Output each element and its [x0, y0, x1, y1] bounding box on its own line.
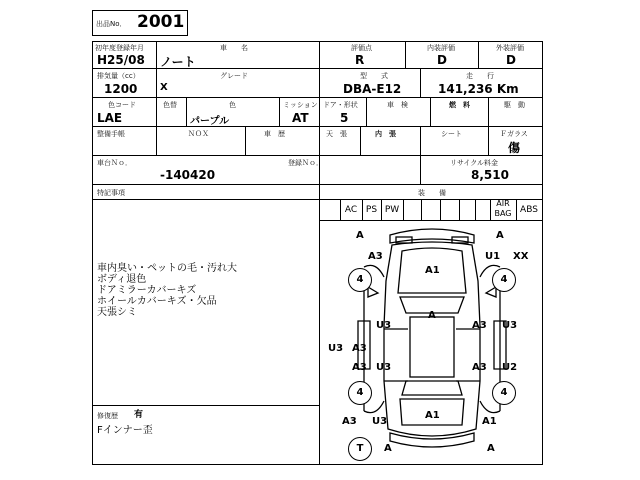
damage-mark: XX [513, 251, 529, 262]
equipment-abs: ABS [520, 205, 538, 215]
score-label: 評価点 [351, 44, 372, 52]
doors-label: ドア・形状 [323, 101, 358, 109]
mileage-value: 141,236 Km [438, 82, 519, 96]
listing-number: 2001 [137, 12, 185, 32]
exterior-score-value: D [506, 53, 516, 67]
repair-history-value: 有 [134, 410, 144, 420]
grid-line [366, 97, 367, 126]
score-value: R [355, 53, 365, 67]
tire-front-left: 4 [348, 268, 372, 292]
equipment-pw: PW [384, 205, 400, 215]
front-glass-label: Ｆガラス [500, 130, 528, 138]
damage-mark: A3 [472, 320, 487, 331]
damage-mark: A1 [482, 416, 497, 427]
doors-value: 5 [340, 111, 349, 125]
grid-line [92, 184, 543, 185]
car-name-label: 車 名 [220, 44, 248, 52]
grid-line [405, 41, 406, 68]
damage-mark: U3 [372, 416, 388, 427]
displacement-value: 1200 [104, 82, 138, 96]
tire-rear-right: 4 [492, 381, 516, 405]
grid-line [420, 155, 421, 184]
reg-year-label: 初年度登録年月 [95, 44, 144, 52]
grid-line [92, 97, 543, 98]
front-glass-value: 傷 [508, 141, 521, 155]
interior-lining-label: 内 張 [375, 130, 396, 138]
damage-mark: A [384, 443, 392, 454]
grid-line [488, 126, 489, 155]
note-line: ホイールカバーキズ・欠品 [97, 296, 217, 307]
car-name-value: ノート [160, 55, 196, 69]
color-change-label: 色替 [163, 101, 177, 109]
transmission-label: ミッション [283, 101, 318, 109]
equipment-airbag: AIR BAG [494, 199, 512, 218]
damage-mark: A3 [342, 416, 357, 427]
seat-label: シート [441, 130, 462, 138]
nox-label: ＮＯＸ [188, 130, 209, 138]
ceiling-label: 天 張 [326, 130, 347, 138]
grade-label: グレード [220, 72, 248, 80]
grid-line [186, 97, 187, 126]
grid-line [156, 97, 157, 126]
grade-value: X [160, 82, 168, 93]
model-value: DBA-E12 [343, 82, 402, 96]
grid-line [420, 126, 421, 155]
damage-mark: A1 [425, 265, 440, 276]
interior-score-label: 内装評価 [427, 44, 455, 52]
grid-line [475, 199, 476, 220]
repair-note: Fインナー歪 [97, 425, 153, 436]
special-notes-label: 特記事項 [97, 189, 125, 197]
displacement-label: 排気量（cc） [97, 72, 140, 80]
grid-line [478, 41, 479, 68]
note-line: 天張シミ [97, 307, 137, 318]
damage-mark: A3 [352, 362, 367, 373]
spare-tire: T [348, 437, 372, 461]
grid-line [92, 126, 543, 127]
transmission-value: AT [292, 111, 309, 125]
equipment-ac: AC [344, 205, 358, 215]
maintenance-book-label: 整備手帳 [97, 130, 125, 138]
damage-mark: A3 [352, 343, 367, 354]
damage-mark: A [356, 230, 364, 241]
tire-rear-left: 4 [348, 381, 372, 405]
damage-mark: U1 [485, 251, 501, 262]
registration-number-label: 登録Ｎｏ． [288, 159, 323, 167]
model-label: 型 式 [360, 72, 388, 80]
fuel-label: 燃 料 [449, 101, 470, 109]
damage-mark: U2 [502, 362, 518, 373]
note-line: 車内臭い・ペットの毛・汚れ大 [97, 263, 237, 274]
exterior-score-label: 外装評価 [496, 44, 524, 52]
damage-mark: U3 [376, 320, 392, 331]
chassis-number-label: 車台Ｎｏ． [97, 159, 132, 167]
car-history-label: 車 歴 [264, 130, 285, 138]
recycle-fee-label: リサイクル料金 [450, 159, 499, 167]
interior-score-value: D [437, 53, 447, 67]
grid-line [156, 68, 157, 97]
damage-mark: U3 [328, 343, 344, 354]
grid-line [279, 97, 280, 126]
color-value: パープル [190, 116, 230, 127]
damage-mark: A3 [368, 251, 383, 262]
color-code-label: 色コード [108, 101, 136, 109]
grid-line [488, 97, 489, 126]
grid-line [360, 126, 361, 155]
grid-line [459, 199, 460, 220]
listing-number-label: 出品No． [96, 20, 127, 28]
damage-mark: A3 [472, 362, 487, 373]
damage-mark: U3 [376, 362, 392, 373]
damage-mark: A1 [425, 410, 440, 421]
recycle-fee-value: 8,510 [471, 168, 509, 182]
reg-year-value: H25/08 [97, 53, 145, 67]
mileage-label: 走 行 [466, 72, 494, 80]
grid-line [403, 199, 404, 220]
damage-mark: A [428, 310, 436, 321]
grid-line [245, 126, 246, 155]
damage-mark: U3 [502, 320, 518, 331]
color-label: 色 [229, 101, 236, 109]
grid-line [156, 41, 157, 68]
grid-line [440, 199, 441, 220]
grid-line [156, 126, 157, 155]
grid-line [421, 199, 422, 220]
equipment-ps: PS [365, 205, 378, 215]
color-code-value: LAE [97, 111, 123, 125]
note-line: ボディ退色 [97, 274, 147, 285]
drive-label: 駆 動 [504, 101, 525, 109]
equipment-label: 装 備 [418, 189, 446, 197]
grid-line [92, 405, 319, 406]
grid-line [430, 97, 431, 126]
chassis-number-value: -140420 [160, 168, 216, 182]
note-line: ドアミラーカバーキズ [97, 285, 197, 296]
grid-line [420, 68, 421, 97]
damage-mark: A [496, 230, 504, 241]
inspection-label: 車 検 [387, 101, 408, 109]
tire-front-right: 4 [492, 268, 516, 292]
repair-history-label: 修復歴 [97, 412, 118, 420]
damage-mark: A [487, 443, 495, 454]
grid-line [92, 155, 543, 156]
